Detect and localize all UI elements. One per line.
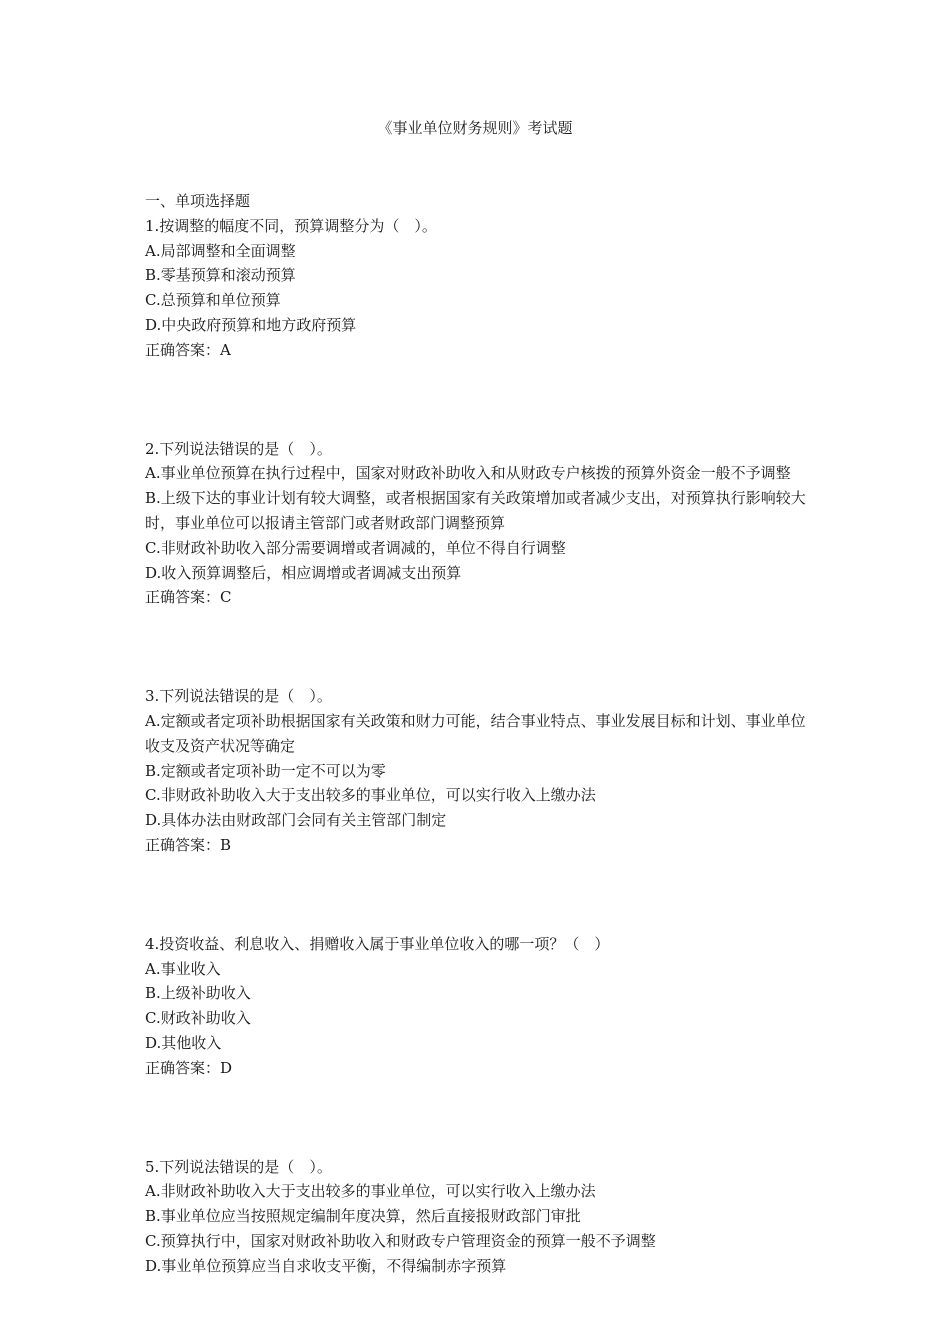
option-d: D.其他收入 bbox=[145, 1033, 222, 1052]
question-2 bbox=[145, 437, 815, 611]
document-title: 《事业单位财务规则》考试题 bbox=[377, 119, 573, 137]
question-4 bbox=[145, 932, 815, 1081]
option-a: A.非财政补助收入大于支出较多的事业单位，可以实行收入上缴办法 bbox=[145, 1182, 596, 1201]
question-1 bbox=[145, 214, 815, 363]
option-a: A.局部调整和全面调整 bbox=[145, 241, 296, 260]
correct-answer: 正确答案：B bbox=[145, 835, 232, 854]
correct-answer: 正确答案：A bbox=[145, 340, 231, 359]
question-stem: 5.下列说法错误的是（ ）。 bbox=[145, 1157, 332, 1176]
option-a: A.事业收入 bbox=[145, 959, 221, 978]
option-d: D.事业单位预算应当自求收支平衡，不得编制赤字预算 bbox=[145, 1256, 507, 1275]
option-b: B.上级下达的事业计划有较大调整，或者根据国家有关政策增加或者减少支出，对预算执行影响较大时，事业单位可以报请主管部门或者财政部门调整预算 bbox=[145, 489, 806, 532]
option-d: D.具体办法由财政部门会同有关主管部门制定 bbox=[145, 811, 447, 830]
question-5 bbox=[145, 1155, 815, 1279]
correct-answer: 正确答案：C bbox=[145, 588, 232, 607]
option-a: A.定额或者定项补助根据国家有关政策和财力可能，结合事业特点、事业发展目标和计划、事业单位收支及资产状况等确定 bbox=[145, 711, 806, 755]
option-b: B.事业单位应当按照规定编制年度决算，然后直接报财政部门审批 bbox=[145, 1207, 581, 1226]
option-d: D.收入预算调整后，相应调增或者调减支出预算 bbox=[145, 563, 462, 582]
question-3 bbox=[145, 684, 815, 858]
option-c: C.总预算和单位预算 bbox=[145, 291, 281, 310]
question-stem: 3.下列说法错误的是（ ）。 bbox=[145, 687, 332, 706]
option-b: B.定额或者定项补助一定不可以为零 bbox=[145, 761, 386, 780]
option-c: C.非财政补助收入大于支出较多的事业单位，可以实行收入上缴办法 bbox=[145, 786, 596, 805]
option-c: C.财政补助收入 bbox=[145, 1009, 251, 1028]
question-stem: 4.投资收益、利息收入、捐赠收入属于事业单位收入的哪一项？（ ） bbox=[145, 934, 610, 953]
correct-answer: 正确答案：D bbox=[145, 1058, 233, 1077]
option-b: B.上级补助收入 bbox=[145, 984, 251, 1003]
option-b: B.零基预算和滚动预算 bbox=[145, 266, 296, 285]
question-stem: 2.下列说法错误的是（ ）。 bbox=[145, 439, 332, 458]
option-a: A.事业单位预算在执行过程中，国家对财政补助收入和从财政专户核拨的预算外资金一般不予调整 bbox=[145, 464, 791, 483]
question-stem: 1.按调整的幅度不同，预算调整分为（ ）。 bbox=[145, 216, 437, 235]
document-body bbox=[145, 189, 815, 1279]
option-d: D.中央政府预算和地方政府预算 bbox=[145, 315, 357, 334]
section-title: 一、单项选择题 bbox=[145, 192, 251, 210]
option-c: C.非财政补助收入部分需要调增或者调减的，单位不得自行调整 bbox=[145, 538, 566, 557]
option-c: C.预算执行中，国家对财政补助收入和财政专户管理资金的预算一般不予调整 bbox=[145, 1231, 656, 1250]
